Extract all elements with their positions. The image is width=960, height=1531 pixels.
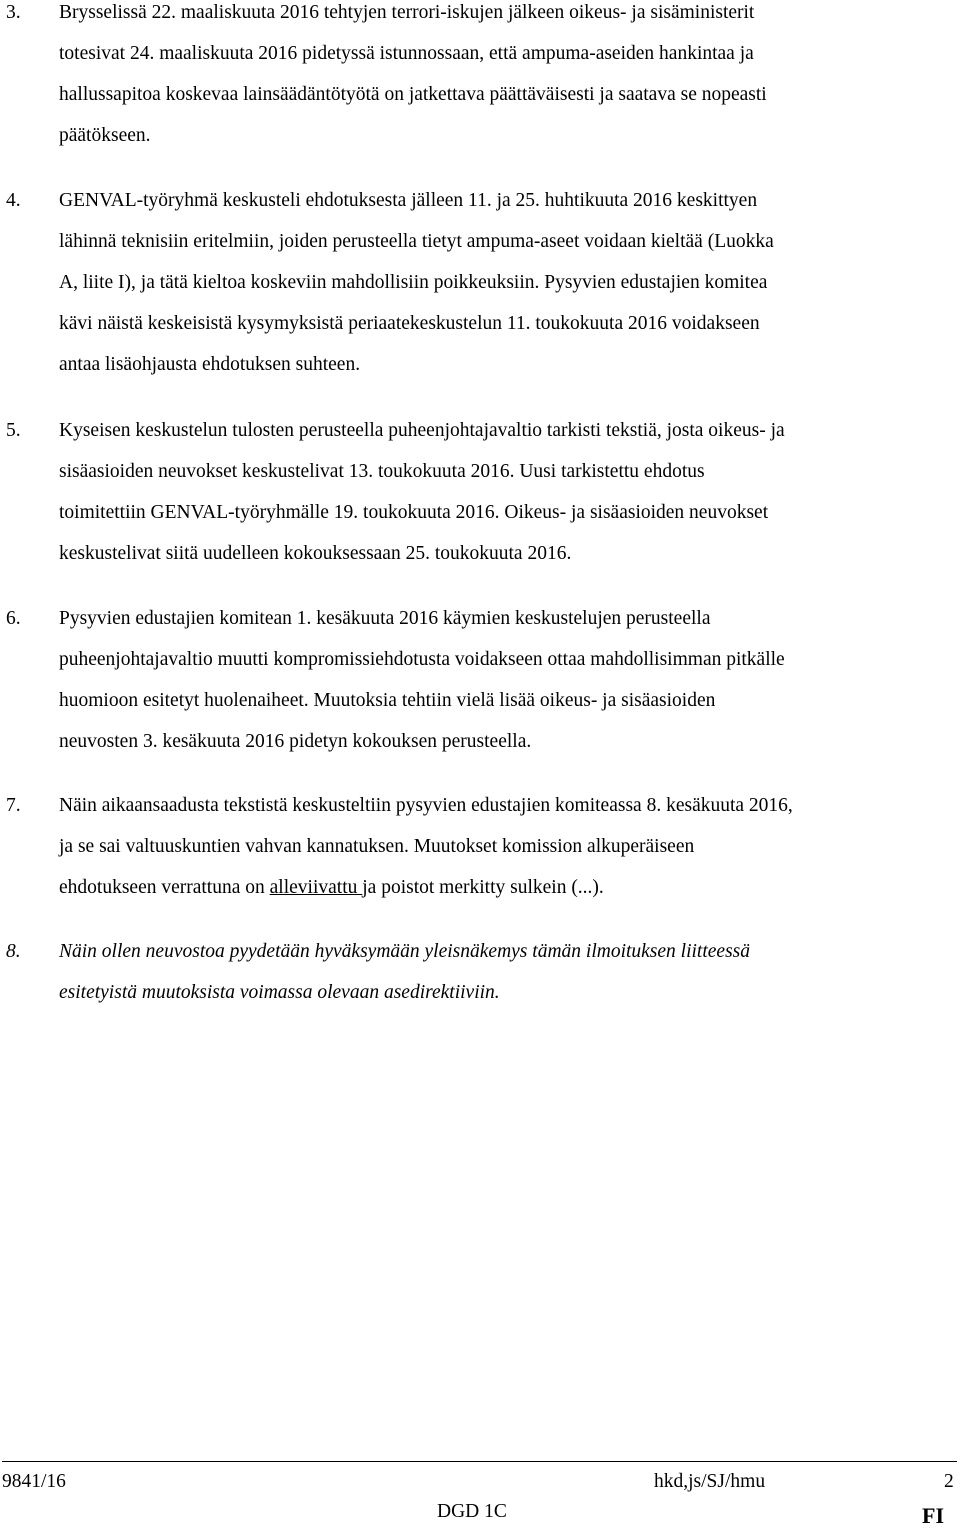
paragraph-line: sisäasioiden neuvokset keskustelivat 13. toukokuuta 2016. Uusi tarkistettu ehdotus [59, 461, 705, 482]
paragraph-line: A, liite I), ja tätä kieltoa koskeviin mahdollisiin poikkeuksiin. Pysyvien edustajien komitea [59, 272, 768, 293]
paragraph-line: antaa lisäohjausta ehdotuksen suhteen. [59, 354, 361, 375]
paragraph-line: GENVAL-työryhmä keskusteli ehdotuksesta jälleen 11. ja 25. huhtikuuta 2016 keskittyen [59, 190, 758, 211]
author-initials: hkd,js/SJ/hmu [654, 1471, 766, 1492]
page-number: 2 [944, 1471, 954, 1492]
paragraph-number: 5. [6, 420, 21, 441]
paragraph-line: hallussapitoa koskevaa lainsäädäntötyötä on jatkettava päättäväisesti ja saatava se nopeasti [59, 84, 767, 105]
paragraph-line: totesivat 24. maaliskuuta 2016 pidetyssä istunnossaan, että ampuma-aseiden hankintaa ja [59, 43, 754, 64]
paragraph-line: puheenjohtajavaltio muutti kompromissiehdotusta voidakseen ottaa mahdollisimman pitkälle [59, 649, 785, 670]
paragraph-number: 8. [6, 941, 21, 962]
paragraph-number: 7. [6, 795, 21, 816]
line-text: ja poistot merkitty sulkein (...). [362, 877, 604, 898]
paragraph-number: 3. [6, 2, 21, 23]
paragraph-line: Pysyvien edustajien komitean 1. kesäkuuta 2016 käymien keskustelujen perusteella [59, 608, 711, 629]
paragraph-line: toimitettiin GENVAL-työryhmälle 19. toukokuuta 2016. Oikeus- ja sisäasioiden neuvokset [59, 502, 769, 523]
paragraph-line: huomioon esitetyt huolenaiheet. Muutoksia tehtiin vielä lisää oikeus- ja sisäasioiden [59, 690, 716, 711]
line-text: ehdotukseen verrattuna on [59, 877, 270, 898]
paragraph-number: 4. [6, 190, 21, 211]
paragraph-number: 6. [6, 608, 21, 629]
paragraph-line: Näin aikaansaadusta tekstistä keskusteltiin pysyvien edustajien komiteassa 8. kesäkuuta 2016, [59, 795, 793, 816]
doc-number: 9841/16 [2, 1471, 66, 1492]
paragraph-line: kävi näistä keskeisistä kysymyksistä periaatekeskustelun 11. toukokuuta 2016 voidakseen [59, 313, 760, 334]
paragraph-line: ja se sai valtuuskuntien vahvan kannatuksen. Muutokset komission alkuperäiseen [59, 836, 695, 857]
directorate: DGD 1C [437, 1501, 507, 1522]
underlined-word: alleviivattu [269, 877, 363, 898]
paragraph-line: Näin ollen neuvostoa pyydetään hyväksymään yleisnäkemys tämän ilmoituksen liitteessä [59, 941, 751, 962]
paragraph-line: Brysselissä 22. maaliskuuta 2016 tehtyjen terrori-iskujen jälkeen oikeus- ja sisäministerit [59, 2, 755, 23]
paragraph-line: päätökseen. [59, 125, 151, 146]
paragraph-line: Kyseisen keskustelun tulosten perusteella puheenjohtajavaltio tarkisti tekstiä, josta oikeus- ja [59, 420, 785, 441]
paragraph-line [59, 867, 604, 908]
footer-rule [2, 1461, 957, 1462]
paragraph-line: esitetyistä muutoksista voimassa olevaan asedirektiiviin. [59, 982, 500, 1003]
paragraph-line: lähinnä teknisiin eritelmiin, joiden perusteella tietyt ampuma-aseet voidaan kieltää (Luokka [59, 231, 774, 252]
paragraph-line: neuvosten 3. kesäkuuta 2016 pidetyn kokouksen perusteella. [59, 731, 532, 752]
language-code: FI [922, 1503, 944, 1528]
paragraph-line: keskustelivat siitä uudelleen kokouksessaan 25. toukokuuta 2016. [59, 543, 572, 564]
